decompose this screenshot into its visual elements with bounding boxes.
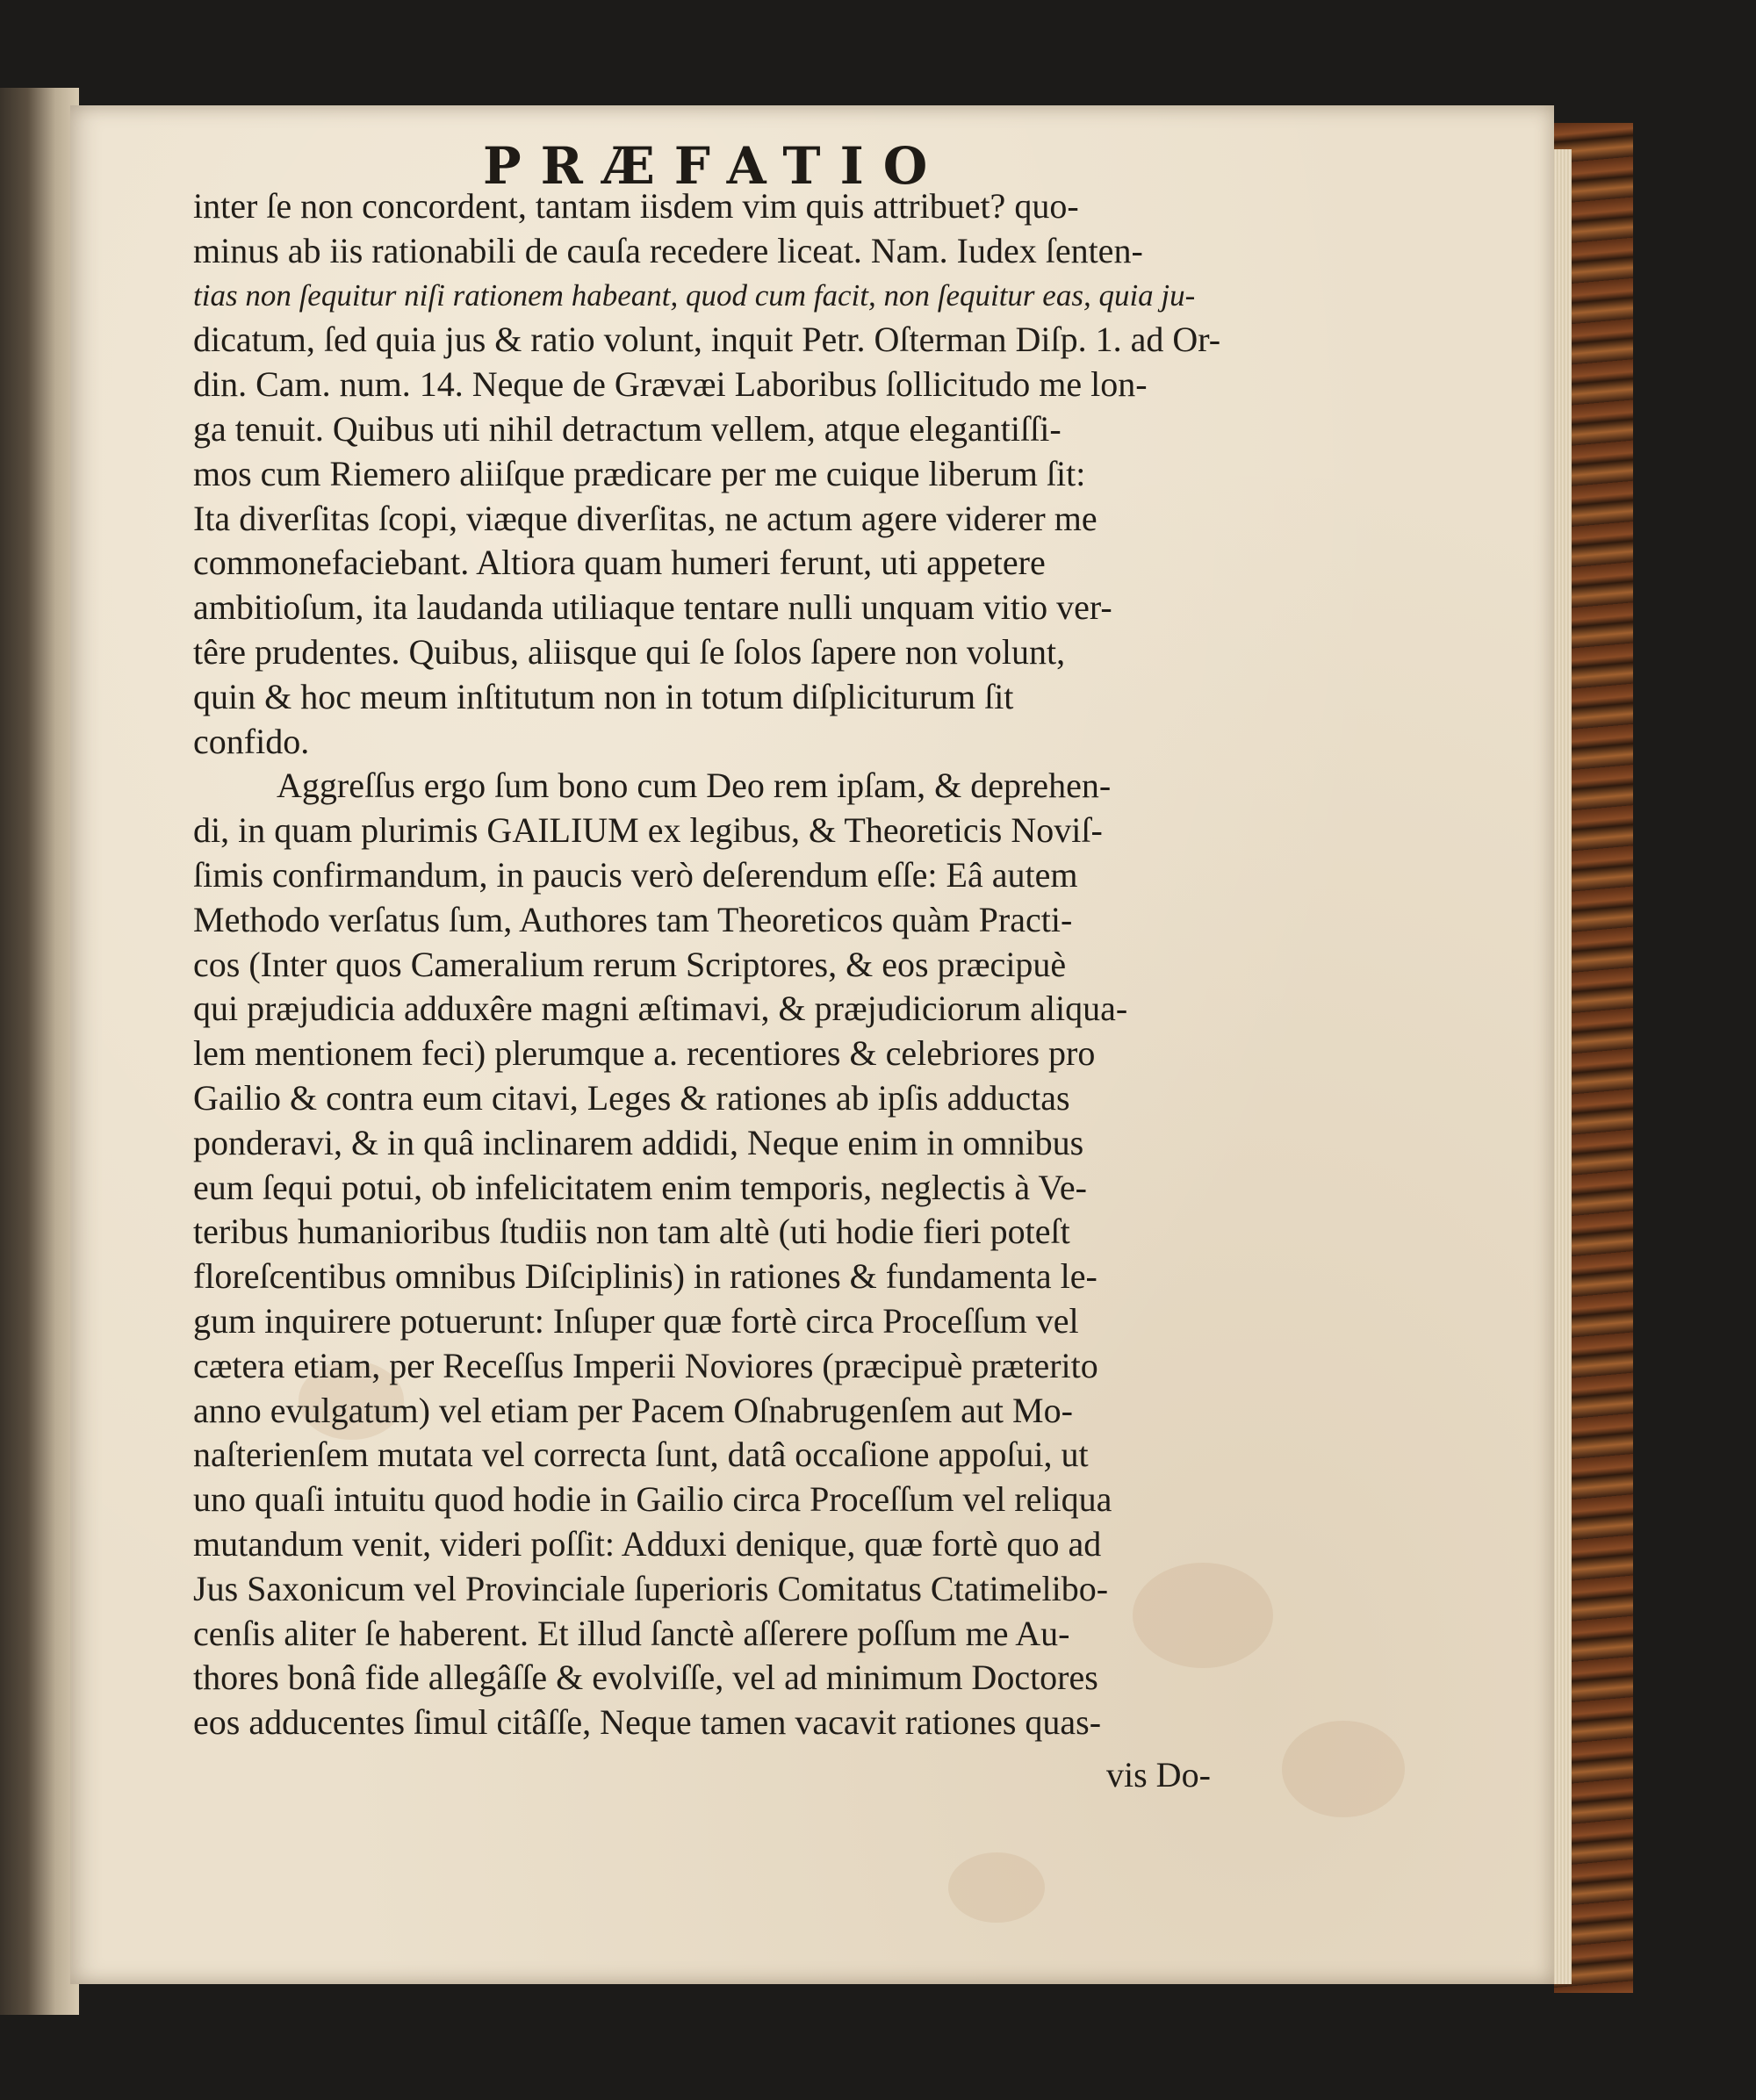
body-text (193, 184, 1326, 1745)
text-line: Aggreſſus ergo ſum bono cum Deo rem ipſam, & deprehen- (277, 766, 1112, 806)
text-line: eos adducentes ſimul citâſſe, Neque tamen vacavit rationes quas- (193, 1702, 1102, 1743)
text-line: ſimis confirmandum, in paucis verò deſerendum eſſe: Eâ autem (193, 854, 1078, 895)
text-line: mos cum Riemero aliiſque prædicare per me cuique liberum ſit: (193, 453, 1086, 493)
text-line: ambitioſum, ita laudanda utiliaque tentare nulli unquam vitio ver- (193, 587, 1112, 628)
text-line: teribus humanioribus ſtudiis non tam altè (uti hodie fieri poteſt (193, 1212, 1070, 1252)
text-line: tias non ſequitur niſi rationem habeant, quod cum facit, non ſequitur eas, quia ju- (193, 277, 1196, 313)
text-line: Methodo verſatus ſum, Authores tam Theoreticos quàm Practi- (193, 899, 1073, 939)
text-line: têre prudentes. Quibus, aliisque qui ſe ſolos ſapere non volunt, (193, 631, 1066, 672)
text-line: eum ſequi potui, ob infelicitatem enim temporis, neglectis à Ve- (193, 1167, 1087, 1207)
text-line: inter ſe non concordent, tantam iisdem vim quis attribuet? quo- (193, 186, 1079, 226)
text-line: dicatum, ſed quia jus & ratio volunt, inquit Petr. Oſterman Diſp. 1. ad Or- (193, 320, 1221, 360)
text-line: commonefaciebant. Altiora quam humeri ferunt, uti appetere (193, 543, 1046, 583)
text-line: ponderavi, & in quâ inclinarem addidi, Neque enim in omnibus (193, 1122, 1084, 1162)
text-line: cætera etiam, per Receſſus Imperii Noviores (præcipuè præterito (193, 1345, 1098, 1385)
catchword: vis Do- (1106, 1755, 1211, 1794)
text-line: qui præjudicia adduxêre magni æſtimavi, & præjudiciorum aliqua- (193, 989, 1128, 1029)
text-line: Ita diverſitas ſcopi, viæque diverſitas, ne actum agere viderer me (193, 498, 1098, 538)
text-line: Jus Saxonicum vel Provinciale ſuperioris Comitatus Ctatimelibo- (193, 1568, 1109, 1608)
text-line: anno evulgatum) vel etiam per Pacem Oſnabrugenſem aut Mo- (193, 1390, 1073, 1430)
text-line: naſterienſem mutata vel correcta ſunt, datâ occaſione appoſui, ut (193, 1435, 1089, 1475)
text-line: minus ab iis rationabili de cauſa recedere liceat. Nam. Iudex ſenten- (193, 230, 1143, 270)
book-spine-shadow (0, 88, 79, 2015)
text-line: uno quaſi intuitu quod hodie in Gailio circa Proceſſum vel reliqua (193, 1479, 1112, 1520)
text-line: cenſis aliter ſe haberent. Et illud ſanctè aſſerere poſſum me Au- (193, 1613, 1070, 1653)
text-line: floreſcentibus omnibus Diſciplinis) in rationes & fundamenta le- (193, 1256, 1098, 1297)
text-line: gum inquirere potuerunt: Inſuper quæ fortè circa Proceſſum vel (193, 1300, 1079, 1341)
foxing-stain (948, 1852, 1045, 1923)
page-header: PRÆFATIO (483, 136, 947, 196)
book-page (70, 105, 1554, 1984)
text-line: thores bonâ fide allegâſſe & evolviſſe, vel ad minimum Doctores (193, 1658, 1098, 1698)
text-line: confido. (193, 721, 310, 761)
text-line: di, in quam plurimis GAILIUM ex legibus, & Theoreticis Noviſ- (193, 810, 1103, 851)
text-line: quin & hoc meum inſtitutum non in totum diſpliciturum ſit (193, 676, 1014, 716)
text-line: lem mentionem feci) plerumque a. recentiores & celebriores pro (193, 1033, 1096, 1074)
text-line: Gailio & contra eum citavi, Leges & rationes ab ipſis adductas (193, 1077, 1070, 1118)
text-line: cos (Inter quos Cameralium rerum Scriptores, & eos præcipuè (193, 944, 1067, 984)
text-line: ga tenuit. Quibus uti nihil detractum vellem, atque elegantiſſi- (193, 408, 1062, 449)
text-line: mutandum venit, videri poſſit: Adduxi denique, quæ fortè quo ad (193, 1523, 1102, 1564)
text-line: din. Cam. num. 14. Neque de Grævæi Laboribus ſollicitudo me lon- (193, 364, 1148, 405)
